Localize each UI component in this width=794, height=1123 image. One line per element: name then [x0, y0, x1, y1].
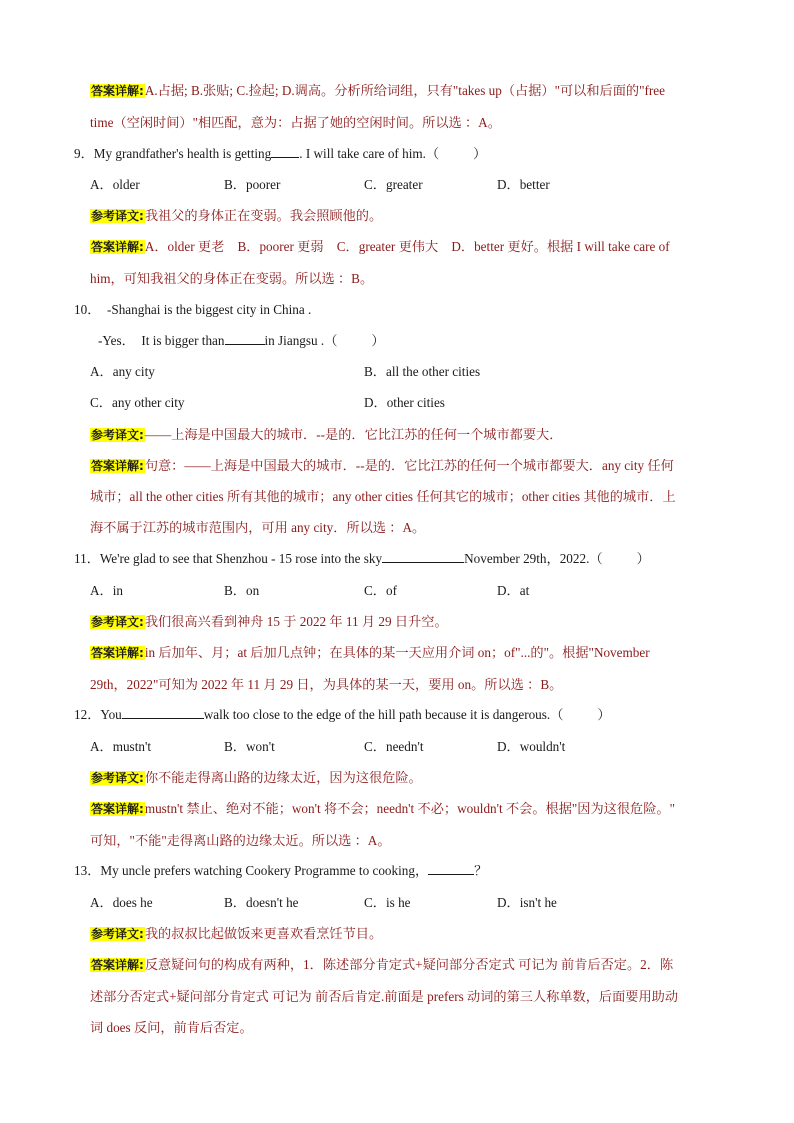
q12-option-c: C．needn't [364, 739, 424, 754]
q11-translation: 参考译文:我们很高兴看到神舟 15 于 2022 年 11 月 29 日升空。 [91, 614, 448, 629]
q10-option-a: A．any city [90, 364, 155, 379]
q9-stem: 9．My grandfather's health is getting . I will take care of him.（ ） [74, 146, 487, 161]
translate-tag: 参考译文: [91, 927, 144, 941]
q13-option-b: B．doesn't he [224, 895, 299, 910]
translate-tag: 参考译文: [91, 771, 144, 785]
q10-stem-line-1: 10． -Shanghai is the biggest city in China . [74, 302, 312, 317]
explain-tag: 答案详解: [91, 240, 144, 254]
q10-option-c: C．any other city [90, 395, 185, 410]
q11-option-a: A．in [90, 583, 123, 598]
q12-option-a: A．mustn't [90, 739, 151, 754]
q11-explanation-line-2: 29th，2022"可知为 2022 年 11 月 29 日，为具体的某一天，要用 on。所以选 ：B。 [90, 677, 563, 692]
explain-tag: 答案详解: [91, 958, 144, 972]
q11-option-c: C．of [364, 583, 397, 598]
q13-explanation-line-3: 词 does 反问，前肯后否定。 [90, 1020, 253, 1035]
q9-option-b: B．poorer [224, 177, 281, 192]
q13-translation: 参考译文:我的叔叔比起做饭来更喜欢看烹饪节目。 [91, 926, 383, 941]
q12-option-d: D．wouldn't [497, 739, 566, 754]
q11-explanation-line-1: 答案详解:in 后加年、月；at 后加几点钟；在具体的某一天应用介词 on；of"...的"。根据"November [91, 645, 650, 660]
q10-explanation-line-2: 城市；all the other cities 所有其他的城市；any other cities 任何其它的城市；other cities 其他的城市．上 [90, 489, 676, 504]
explain-tag: 答案详解: [91, 646, 144, 660]
translate-tag: 参考译文: [91, 428, 144, 442]
q10-translation: 参考译文:——上海是中国最大的城市．--是的．它比江苏的任何一个城市都要大． [91, 427, 563, 442]
q12-explanation-line-1: 答案详解:mustn't 禁止、绝对不能；won't 将不会；needn't 不必；wouldn't 不会。根据"因为这很危险。" [91, 801, 675, 816]
answer-blank [271, 145, 299, 158]
q11-stem: 11．We're glad to see that Shenzhou - 15 rose into the sky November 29th，2022.（ ） [74, 551, 650, 566]
explain-tag: 答案详解: [91, 802, 144, 816]
q13-option-d: D．isn't he [497, 895, 557, 910]
q13-explanation-line-1: 答案详解:反意疑问句的构成有两种，1．陈述部分肯定式+疑问部分否定式 可记为 前肯后否定。2．陈 [91, 957, 674, 972]
answer-blank [382, 550, 464, 563]
answer-blank [428, 862, 474, 875]
q12-translation: 参考译文:你不能走得离山路的边缘太近，因为这很危险。 [91, 770, 422, 785]
q10-explanation-line-1: 答案详解:句意：——上海是中国最大的城市．--是的．它比江苏的任何一个城市都要大．any city 任何 [91, 458, 674, 473]
q13-stem: 13．My uncle prefers watching Cookery Programme to cooking， ？ [74, 863, 488, 878]
q13-option-a: A．does he [90, 895, 153, 910]
q13-option-c: C．is he [364, 895, 411, 910]
answer-blank [122, 706, 204, 719]
translate-tag: 参考译文: [91, 209, 144, 223]
answer-blank [225, 332, 265, 345]
q8-explanation-line-1: 答案详解:A.占据; B.张贴; C.捡起; D.调高。分析所给词组，只有"takes up（占据）"可以和后面的"free [91, 83, 665, 98]
q9-option-d: D．better [497, 177, 550, 192]
q13-explanation-line-2: 述部分否定式+疑问部分肯定式 可记为 前否后肯定.前面是 prefers 动词的第三人称单数，后面要用助动 [90, 989, 679, 1004]
q12-explanation-line-2: 可知，"不能"走得离山路的边缘太近。所以选 ：A。 [90, 833, 391, 848]
q9-explanation-line-1: 答案详解:A．older 更老 B．poorer 更弱 C．greater 更伟大 D．better 更好。根据 I will take care of [91, 239, 670, 254]
q12-stem: 12．You walk too close to the edge of the hill path because it is dangerous.（ ） [74, 707, 611, 722]
q9-option-a: A．older [90, 177, 140, 192]
translate-tag: 参考译文: [91, 615, 144, 629]
q11-option-b: B．on [224, 583, 260, 598]
q10-explanation-line-3: 海不属于江苏的城市范围内，可用 any city．所以选 ：A。 [90, 520, 426, 535]
q12-option-b: B．won't [224, 739, 275, 754]
q11-option-d: D．at [497, 583, 530, 598]
q9-explanation-line-2: him，可知我祖父的身体正在变弱。所以选 ：B。 [90, 271, 374, 286]
explain-tag: 答案详解: [91, 459, 144, 473]
q8-explanation-line-2: time（空闲时间）"相匹配，意为：占据了她的空闲时间。所以选 ：A。 [90, 115, 501, 130]
explain-tag: 答案详解: [91, 84, 144, 98]
q9-translation: 参考译文:我祖父的身体正在变弱。我会照顾他的。 [91, 208, 383, 223]
q10-option-b: B．all the other cities [364, 364, 481, 379]
q10-option-d: D．other cities [364, 395, 445, 410]
q10-stem-line-2: -Yes． It is bigger than in Jiangsu .（ ） [98, 333, 385, 348]
q9-option-c: C．greater [364, 177, 423, 192]
